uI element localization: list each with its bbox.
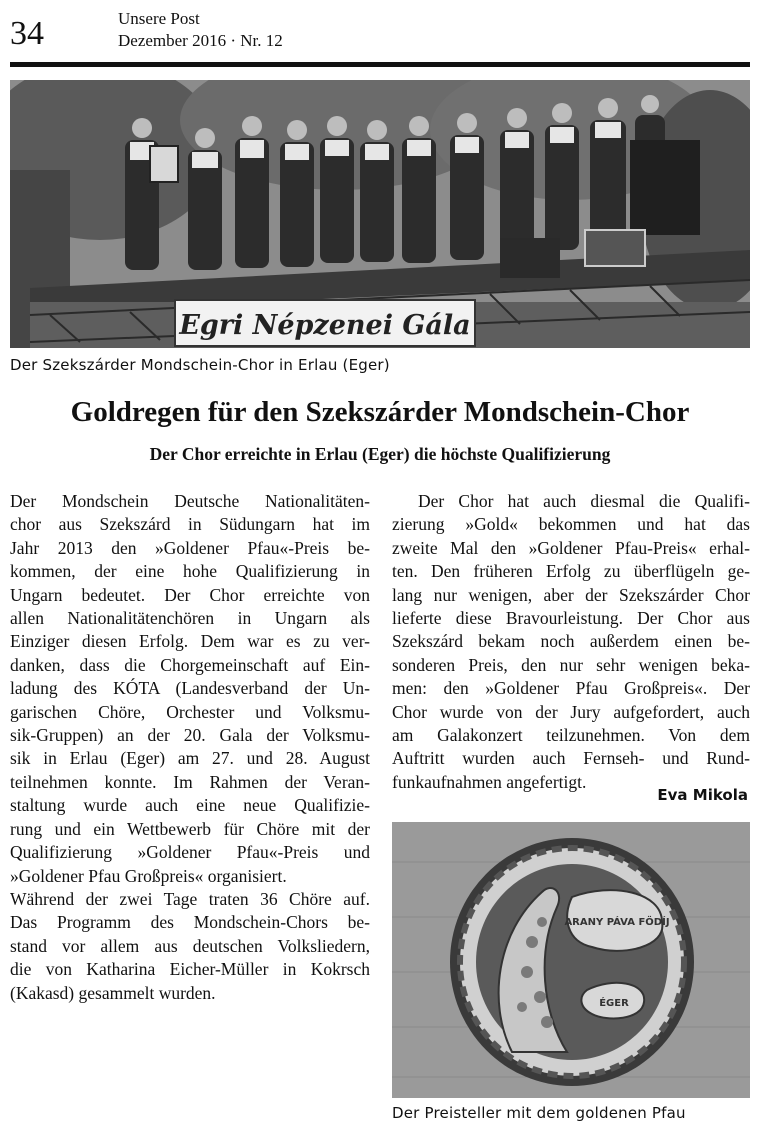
plate-text-1: ARANY PÁVA FÖDÍJ: [564, 917, 670, 928]
article-line: kommen, der eine hohe Qualifizierung in: [10, 561, 370, 582]
article-line: Chor wurde von der Jury aufgefordert, auch: [392, 701, 750, 722]
article-line: zweite Mal den »Goldener Pfau-Preis« erhal-: [392, 537, 750, 558]
article-line: rung und ein Wettbewerb für Chöre mit der: [10, 818, 370, 839]
publication-info: [118, 8, 283, 52]
article-column-2: [392, 490, 750, 794]
article-line: ladung des KÓTA (Landesverband der Un-: [10, 678, 370, 699]
header-rule: [10, 62, 750, 67]
article-line: sik in Erlau (Eger) am 27. und 28. August: [10, 748, 370, 769]
article-line: Einziger diesen Erfolg. Dem war es zu ver-: [10, 631, 370, 652]
article-line: garischen Chöre, Orchester und Volksmu-: [10, 701, 370, 722]
article-line: allen Nationalitätenchören in Ungarn als: [10, 608, 370, 629]
article-line: die von Katharina Eicher-Müller in Kokrsch: [10, 959, 370, 980]
article-column-1: [10, 490, 370, 1005]
article-line: am Galakonzert teilzunehmen. Von dem: [392, 725, 750, 746]
choir-photo: [10, 80, 750, 348]
page-number: 34: [10, 15, 44, 52]
publication-name: Unsere Post: [118, 9, 200, 28]
article-line: Qualifizierung »Goldener Pfau«-Preis und: [10, 842, 370, 863]
article-line: lieferte diese Bravourleistung. Der Chor aus: [392, 608, 750, 629]
article-line: Der Mondschein Deutsche Nationalitäten-: [10, 491, 370, 511]
plate-text-2: ÉGER: [599, 998, 629, 1009]
article-author: Eva Mikola: [657, 786, 748, 804]
article-line: lang nur wenigen, aber der Szekszárder Chor: [392, 584, 750, 605]
article-line: sik-Gruppen) an der 20. Gala der Volksmu-: [10, 725, 370, 746]
photo-caption-plate: Der Preisteller mit dem goldenen Pfau: [392, 1104, 686, 1122]
article-line: (Kakasd) gesammelt wurden.: [10, 982, 216, 1003]
article-line: sonderen Preis, den nur sehr wenigen beka-: [392, 654, 750, 675]
article-line: danken, dass die Chorgemeinschaft auf Ein-: [10, 654, 370, 675]
issue-info: Dezember 2016 · Nr. 12: [118, 31, 283, 50]
prize-plate-image: [392, 822, 750, 1098]
article-subheadline: Der Chor erreichte in Erlau (Eger) die höchste Qualifizierung: [149, 444, 611, 464]
article-line: Auftritt wurden auch Fernseh- und Rund-: [392, 748, 750, 769]
article-line: Während der zwei Tage traten 36 Chöre auf.: [10, 888, 370, 909]
article-line: ten. Den früheren Erfolg zu überflügeln ge-: [392, 561, 750, 582]
article-line: teilnehmen konnte. Im Rahmen der Veran-: [10, 771, 370, 792]
article-line: Szekszárd bekam noch außerdem einen be-: [392, 631, 750, 652]
article-line: Der Chor hat auch diesmal die Qualifi-: [418, 491, 750, 511]
article-line: chor aus Szekszárd in Südungarn hat im: [10, 514, 370, 535]
article-line: staltung wurde auch eine neue Qualifizie-: [10, 795, 370, 816]
prize-plate-photo: [392, 822, 750, 1098]
article-line: Das Programm des Mondschein-Chors be-: [10, 912, 370, 933]
article-line: Ungarn bedeutet. Der Chor erreichte von: [10, 584, 370, 605]
photo-caption-choir: Der Szekszárder Mondschein-Chor in Erlau (Eger): [10, 356, 390, 374]
article-headline: Goldregen für den Szekszárder Mondschein-Chor: [70, 396, 690, 428]
article-line: men: den »Goldener Pfau Großpreis«. Der: [392, 678, 750, 699]
article-line: Jahr 2013 den »Goldener Pfau«-Preis be-: [10, 537, 370, 558]
article-line: »Goldener Pfau Großpreis« organisiert.: [10, 865, 287, 886]
banner-text: Egri Népzenei Gála: [179, 310, 471, 341]
choir-photo-image: [10, 80, 750, 348]
article-line: funkaufnahmen angefertigt.: [392, 771, 587, 792]
article-line: zierung »Gold« bekommen und hat das: [392, 514, 750, 535]
article-line: stand vor allem aus deutschen Volksliedern,: [10, 935, 370, 956]
